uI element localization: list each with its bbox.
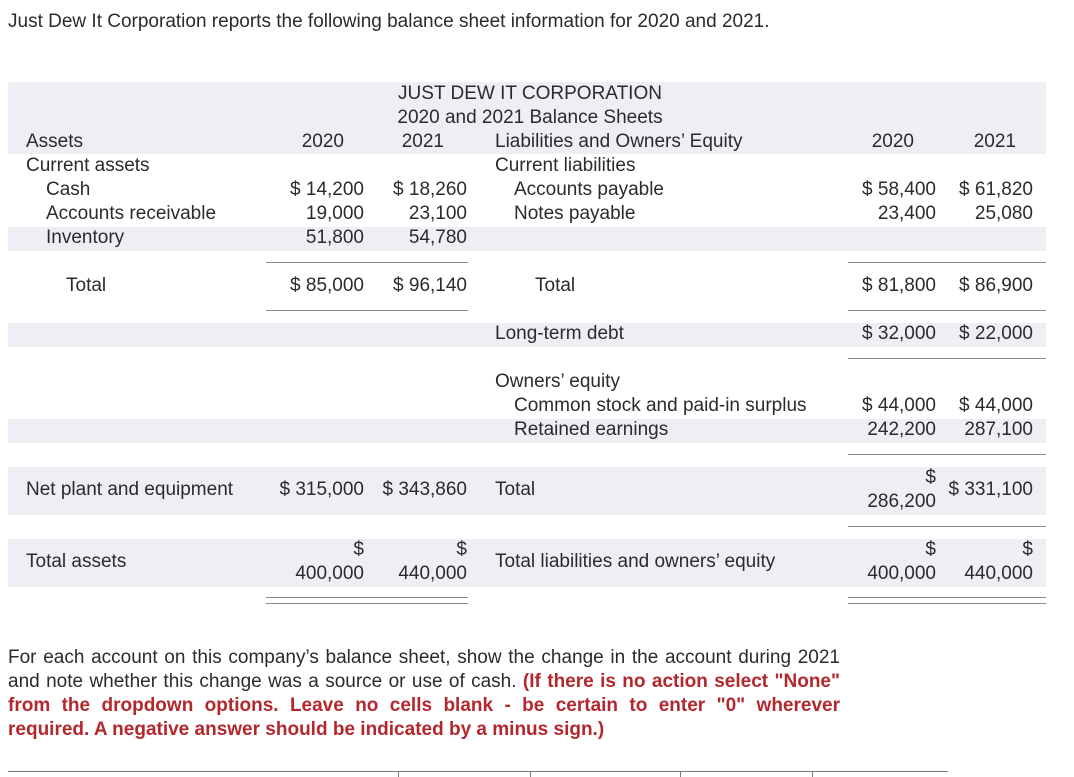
accounts-payable-2020: $ 58,400 — [862, 179, 936, 200]
assets-year-2021: 2021 — [401, 131, 444, 152]
current-liabilities-total-label: Total — [535, 275, 576, 296]
total-assets-2021-sign: $ — [456, 539, 467, 560]
owners-equity-total-label: Total — [495, 479, 536, 500]
rule — [848, 358, 1046, 359]
total-assets-2020: 400,000 — [295, 563, 364, 584]
accounts-receivable-2021: 23,100 — [408, 203, 467, 224]
long-term-debt-2021: $ 22,000 — [959, 323, 1033, 344]
rule — [848, 310, 1046, 311]
sheet-subtitle: 2020 and 2021 Balance Sheets — [397, 107, 663, 128]
current-liabilities-total-2021: $ 86,900 — [959, 275, 1033, 296]
owners-equity-total-2020-sign: $ — [925, 467, 936, 488]
retained-earnings-2020: 242,200 — [867, 419, 936, 440]
net-plant-label: Net plant and equipment — [26, 479, 234, 500]
assets-header: Assets — [26, 131, 84, 152]
owners-equity-total-2021: $ 331,100 — [948, 479, 1033, 500]
rule — [848, 454, 1046, 455]
owners-equity-label: Owners’ equity — [495, 371, 620, 392]
inventory-2020: 51,800 — [305, 227, 364, 248]
row-band — [8, 227, 1046, 251]
common-stock-label: Common stock and paid-in surplus — [514, 395, 807, 416]
cash-2020: $ 14,200 — [290, 179, 364, 200]
retained-earnings-2021: 287,100 — [964, 419, 1033, 440]
cash-label: Cash — [46, 179, 91, 200]
accounts-payable-2021: $ 61,820 — [959, 179, 1033, 200]
total-liabilities-oe-2021: 440,000 — [964, 563, 1033, 584]
rule — [266, 262, 468, 263]
current-assets-total-2021: $ 96,140 — [393, 275, 467, 296]
cash-2021: $ 18,260 — [393, 179, 467, 200]
double-rule — [266, 603, 468, 604]
liab-year-2020: 2020 — [871, 131, 914, 152]
instructions-plain: For each account on this company’s balance sheet, show the change in the account during 2021 and note whether this change was a source or use of cash. — [8, 647, 840, 692]
company-title: JUST DEW IT CORPORATION — [398, 83, 662, 104]
rule — [848, 262, 1046, 263]
total-assets-2020-sign: $ — [353, 539, 364, 560]
liab-year-2021: 2021 — [973, 131, 1016, 152]
liabilities-header: Liabilities and Owners’ Equity — [495, 131, 743, 152]
net-plant-2020: $ 315,000 — [279, 479, 364, 500]
notes-payable-label: Notes payable — [514, 203, 636, 224]
long-term-debt-label: Long-term debt — [495, 323, 624, 344]
owners-equity-total-2020: 286,200 — [867, 491, 936, 512]
current-liabilities-total-2020: $ 81,800 — [862, 275, 936, 296]
double-rule — [848, 597, 1046, 598]
current-liabilities-label: Current liabilities — [495, 155, 636, 176]
net-plant-2021: $ 343,860 — [382, 479, 467, 500]
double-rule — [848, 603, 1046, 604]
total-liabilities-oe-2021-sign: $ — [1022, 539, 1033, 560]
assets-year-2020: 2020 — [301, 131, 344, 152]
retained-earnings-label: Retained earnings — [514, 419, 669, 440]
total-liabilities-oe-2020: 400,000 — [867, 563, 936, 584]
total-assets-2021: 440,000 — [398, 563, 467, 584]
accounts-receivable-2020: 19,000 — [305, 203, 364, 224]
total-assets-label: Total assets — [26, 551, 127, 572]
current-assets-total-label: Total — [66, 275, 107, 296]
current-assets-label: Current assets — [26, 155, 150, 176]
answer-table-top — [8, 771, 948, 777]
accounts-payable-label: Accounts payable — [514, 179, 664, 200]
current-assets-total-2020: $ 85,000 — [290, 275, 364, 296]
rule — [266, 310, 468, 311]
double-rule — [266, 597, 468, 598]
intro-text: Just Dew It Corporation reports the following balance sheet information for 2020 and 2021. — [8, 11, 770, 32]
total-liabilities-oe-label: Total liabilities and owners’ equity — [495, 551, 776, 572]
instructions — [8, 646, 840, 742]
common-stock-2020: $ 44,000 — [862, 395, 936, 416]
instructions-bold: (If there is no action select "None" from the dropdown options. Leave no cells blank - be certain to enter "0" wherever required. A negative answer should be indicated by a minus sign.) — [8, 671, 840, 740]
notes-payable-2020: 23,400 — [877, 203, 936, 224]
total-liabilities-oe-2020-sign: $ — [925, 539, 936, 560]
inventory-2021: 54,780 — [408, 227, 467, 248]
inventory-label: Inventory — [46, 227, 125, 248]
notes-payable-2021: 25,080 — [974, 203, 1033, 224]
accounts-receivable-label: Accounts receivable — [46, 203, 217, 224]
common-stock-2021: $ 44,000 — [959, 395, 1033, 416]
long-term-debt-2020: $ 32,000 — [862, 323, 936, 344]
rule — [848, 526, 1046, 527]
